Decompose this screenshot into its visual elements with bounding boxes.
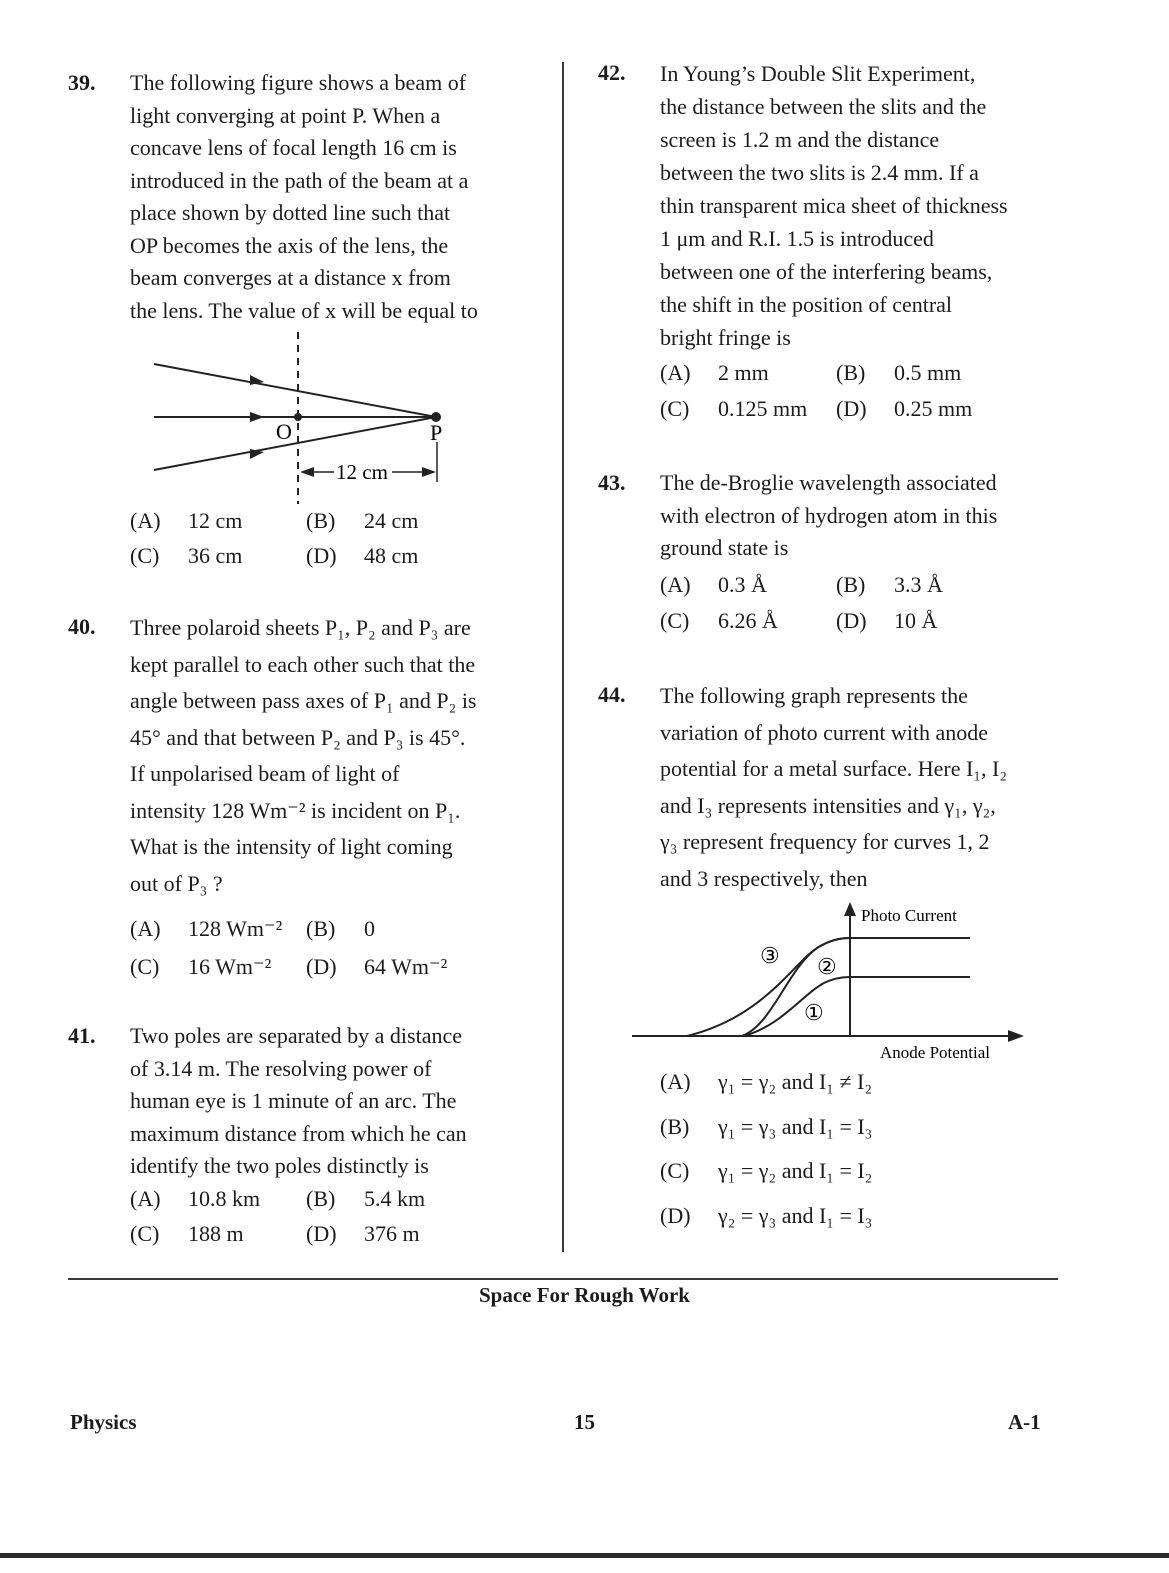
- label-o: O: [276, 419, 292, 444]
- question-line: human eye is 1 minute of an arc. The: [130, 1088, 457, 1113]
- question-line: kept parallel to each other such that the: [130, 651, 476, 677]
- question-line: beam converges at a distance x from: [130, 265, 451, 290]
- option-b[interactable]: (B) 5.4 km: [306, 1186, 426, 1211]
- question-line: variation of photo current with anode: [660, 719, 989, 745]
- question-line: between one of the interfering beams,: [660, 259, 993, 284]
- question-line: maximum distance from which he can: [130, 1120, 467, 1146]
- question-line: Three polaroid sheets P₁, P₂ and P₃ are: [130, 615, 471, 640]
- photocurrent-graph: [632, 900, 1032, 1060]
- question-number: 43.: [598, 470, 626, 495]
- curve-label-2: ②: [817, 954, 837, 979]
- question-line: In Young’s Double Slit Experiment,: [660, 61, 976, 86]
- option-d[interactable]: (D) 376 m: [306, 1221, 420, 1246]
- question-line: potential for a metal surface. Here I₁, I₂: [660, 756, 1008, 781]
- ray-diagram: [148, 332, 468, 507]
- question-line: γ₃ represent frequency for curves 1, 2: [660, 829, 990, 854]
- question-line: of 3.14 m. The resolving power of: [130, 1055, 432, 1081]
- question-line: What is the intensity of light coming: [130, 834, 453, 859]
- option-c[interactable]: (C) 6.26 Å: [660, 608, 778, 633]
- question-line: Two poles are separated by a distance: [130, 1023, 462, 1048]
- question-line: 1 μm and R.I. 1.5 is introduced: [660, 226, 934, 251]
- option-b[interactable]: (B) 0: [306, 916, 375, 941]
- option-a[interactable]: (A) 12 cm: [130, 508, 243, 533]
- option-c[interactable]: (C) 188 m: [130, 1221, 244, 1246]
- option-d[interactable]: (D) γ₂ = γ₃ and I₁ = I₃: [660, 1203, 873, 1228]
- option-a[interactable]: (A) 128 Wm⁻²: [130, 916, 283, 941]
- question-line: The following figure shows a beam of: [130, 70, 467, 95]
- option-d[interactable]: (D) 48 cm: [306, 543, 419, 568]
- option-c[interactable]: (C) 0.125 mm: [660, 396, 808, 421]
- question-number: 39.: [68, 70, 96, 95]
- question-line: and I₃ represents intensities and γ₁, γ₂,: [660, 792, 996, 818]
- question-line: the shift in the position of central: [660, 292, 953, 317]
- distance-label: 12 cm: [336, 460, 388, 484]
- page-bottom-border: [0, 1553, 1169, 1558]
- question-line: concave lens of focal length 16 cm is: [130, 135, 457, 160]
- question-line: The following graph represents the: [660, 683, 968, 708]
- label-p: P: [430, 420, 443, 445]
- question-number: 41.: [68, 1023, 96, 1048]
- option-a[interactable]: (A) 2 mm: [660, 360, 769, 385]
- rough-work-divider: [68, 1278, 1058, 1280]
- question-line: OP becomes the axis of the lens, the: [130, 232, 449, 258]
- curve-label-3: ③: [760, 943, 780, 968]
- footer-subject: Physics: [70, 1410, 137, 1434]
- question-line: 45° and that between P₂ and P₃ is 45°.: [130, 724, 466, 750]
- question-number: 44.: [598, 682, 626, 707]
- rough-work-heading: Space For Rough Work: [478, 1283, 690, 1307]
- question-line: and 3 respectively, then: [660, 865, 868, 891]
- question-line: If unpolarised beam of light of: [130, 761, 400, 786]
- option-a[interactable]: (A) γ₁ = γ₂ and I₁ ≠ I₂: [660, 1069, 873, 1094]
- question-line: the lens. The value of x will be equal to: [130, 297, 478, 323]
- option-b[interactable]: (B) 24 cm: [306, 508, 419, 533]
- question-text: [660, 57, 1056, 354]
- question-line: intensity 128 Wm⁻² is incident on P₁.: [130, 797, 461, 823]
- question-text: [660, 467, 1056, 565]
- option-c[interactable]: (C) 36 cm: [130, 543, 243, 568]
- question-text: [130, 1020, 526, 1183]
- option-b[interactable]: (B) 0.5 mm: [836, 360, 962, 385]
- option-d[interactable]: (D) 0.25 mm: [836, 396, 973, 421]
- question-line: the distance between the slits and the: [660, 94, 987, 119]
- question-number: 42.: [598, 60, 626, 85]
- question-text: [660, 678, 1056, 897]
- question-text: [130, 610, 526, 902]
- option-a[interactable]: (A) 0.3 Å: [660, 572, 767, 597]
- option-d[interactable]: (D) 10 Å: [836, 608, 938, 633]
- option-c[interactable]: (C) 16 Wm⁻²: [130, 954, 272, 979]
- question-line: The de-Broglie wavelength associated: [660, 470, 997, 495]
- option-c[interactable]: (C) γ₁ = γ₂ and I₁ = I₂: [660, 1158, 873, 1183]
- question-line: introduced in the path of the beam at a: [130, 167, 469, 193]
- footer-page-number: 15: [574, 1410, 595, 1434]
- question-line: light converging at point P. When a: [130, 102, 441, 128]
- question-line: place shown by dotted line such that: [130, 200, 451, 225]
- footer-code: A-1: [1008, 1410, 1041, 1434]
- question-line: angle between pass axes of P₁ and P₂ is: [130, 688, 477, 713]
- option-a[interactable]: (A) 10.8 km: [130, 1186, 261, 1211]
- question-line: bright fringe is: [660, 325, 791, 350]
- question-line: between the two slits is 2.4 mm. If a: [660, 160, 979, 185]
- x-axis-label: Anode Potential: [880, 1043, 991, 1060]
- option-b[interactable]: (B) γ₁ = γ₃ and I₁ = I₃: [660, 1114, 873, 1139]
- question-line: screen is 1.2 m and the distance: [660, 127, 940, 152]
- question-number: 40.: [68, 614, 96, 639]
- question-line: out of P₃ ?: [130, 870, 223, 896]
- option-b[interactable]: (B) 3.3 Å: [836, 572, 943, 597]
- question-line: ground state is: [660, 535, 789, 560]
- column-divider: [562, 62, 564, 1252]
- question-line: identify the two poles distinctly is: [130, 1153, 429, 1178]
- option-d[interactable]: (D) 64 Wm⁻²: [306, 954, 448, 979]
- curve-label-1: ①: [804, 1000, 824, 1025]
- y-axis-label: Photo Current: [861, 906, 957, 925]
- question-text: [130, 67, 526, 327]
- question-line: thin transparent mica sheet of thickness: [660, 193, 1008, 218]
- question-line: with electron of hydrogen atom in this: [660, 502, 998, 528]
